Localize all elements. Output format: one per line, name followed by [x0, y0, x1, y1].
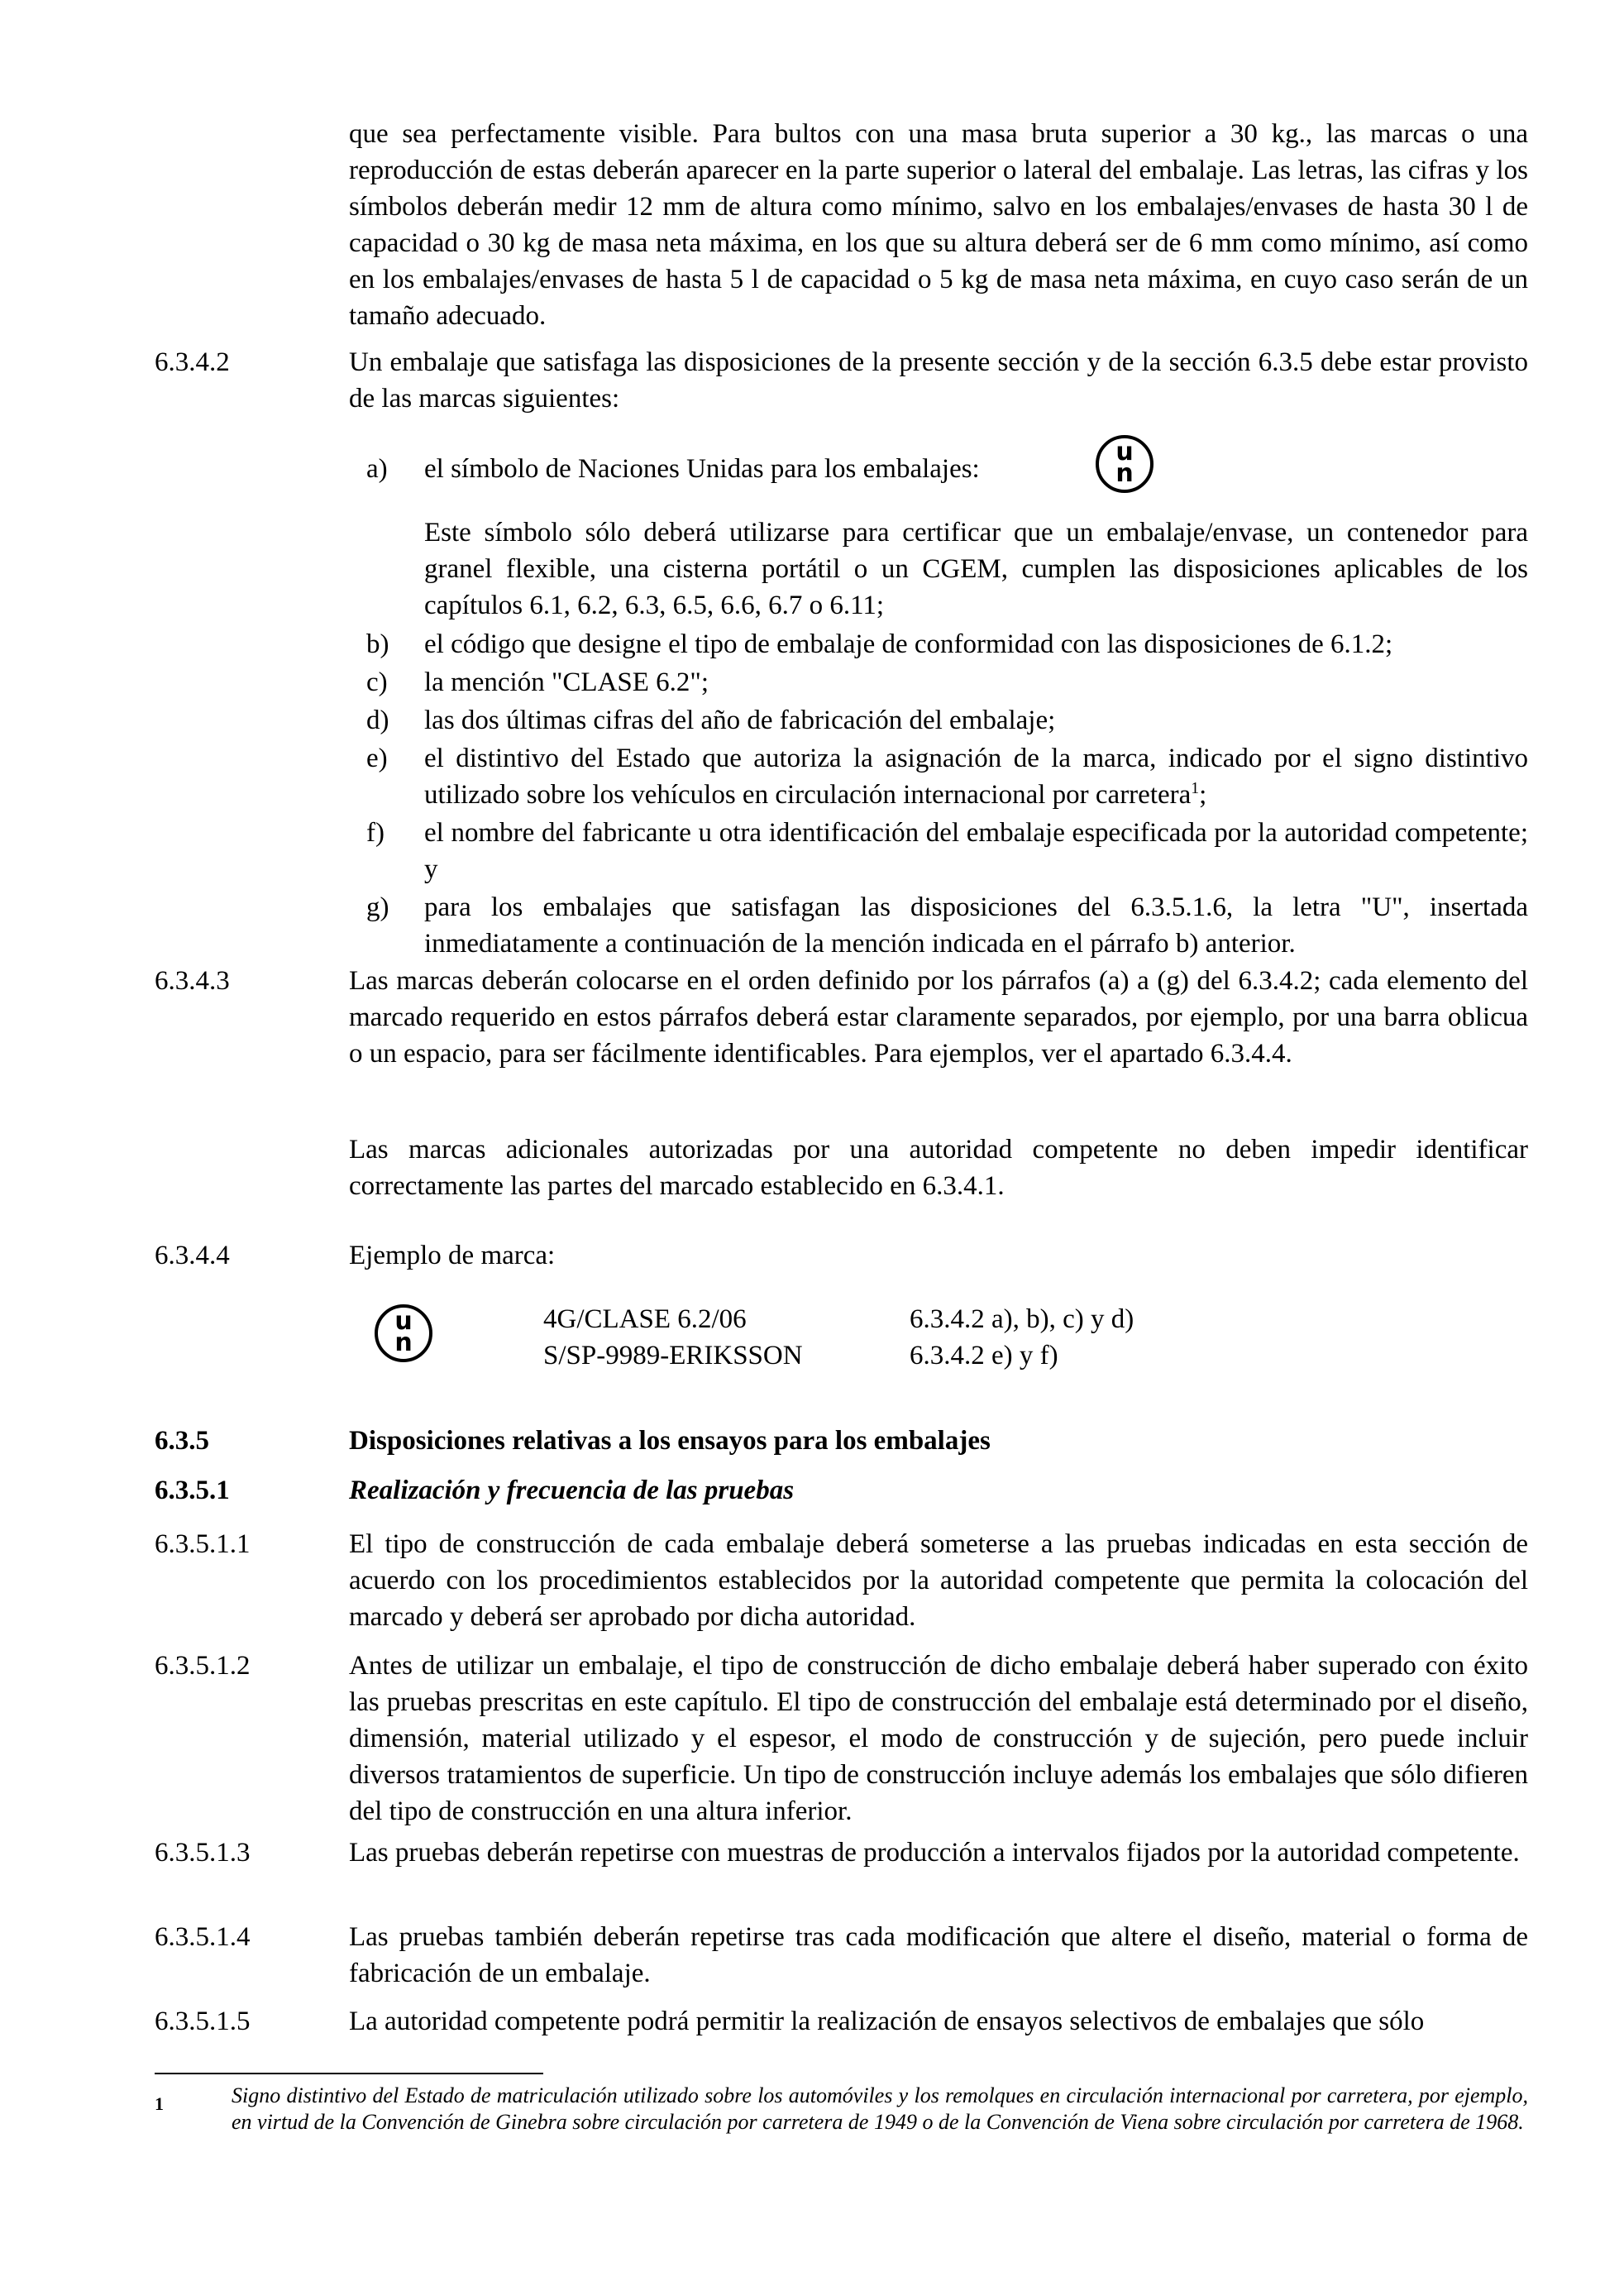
un-symbol-top: u — [394, 1307, 413, 1336]
item-e-label: e) — [366, 744, 388, 773]
section-text-6343-p2: Las marcas adicionales autorizadas por una autoridad competente no deben impedir identificar correctamente las partes del marcado establecido en 6.3.4.1. — [349, 1135, 1528, 1201]
section-title-635: Disposiciones relativas a los ensayos para los embalajes — [349, 1426, 991, 1456]
item-d-label: d) — [366, 706, 389, 735]
section-number-6342: 6.3.4.2 — [155, 347, 230, 377]
item-a-note: Este símbolo sólo deberá utilizarse para certificar que un embalaje/envase, un contenedor para granel flexible, una cisterna portátil o un CGEM, cumplen las disposiciones aplicables de los capítulos 6.1, 6.2, 6.3, 6.5, 6.6, 6.7 o 6.11; — [424, 518, 1528, 620]
sub-number-63513: 6.3.5.1.3 — [155, 1838, 251, 1868]
un-packaging-symbol-example — [375, 1304, 432, 1362]
intro-paragraph: que sea perfectamente visible. Para bultos con una masa bruta superior a 30 kg., las marcas o una reproducción de estas deberán aparecer en la parte superior o lateral del embalaje. Las letras, las cifras y los símbolos deberán medir 12 mm de altura como mínimo, salvo en los embalajes/envases de hasta 30 l de capacidad o 30 kg de masa neta máxima, en los que su altura deberá ser de 6 mm como mínimo, así como en los embalajes/envases de hasta 5 l de capacidad o 5 kg de masa neta máxima, en cuyo caso serán de un tamaño adecuado. — [349, 119, 1528, 331]
item-e-tail: ; — [1199, 780, 1207, 810]
sub-number-63512: 6.3.5.1.2 — [155, 1651, 251, 1681]
example-ref-2: 6.3.4.2 e) y f) — [910, 1341, 1058, 1370]
sub-text-63512: Antes de utilizar un embalaje, el tipo de construcción de dicho embalaje deberá haber superado con éxito las pruebas prescritas en este capítulo. El tipo de construcción del embalaje está determinado por el diseño, dimensión, material utilizado y el espesor, el modo de construcción y de sujeción, pero puede incluir diversos tratamientos de superficie. Un tipo de construcción incluye además los embalajes que sólo difieren del tipo de construcción en una altura inferior. — [349, 1651, 1528, 1826]
item-g-text: para los embalajes que satisfagan las disposiciones del 6.3.5.1.6, la letra "U", insertada inmediatamente a continuación de la mención indicada en el párrafo b) anterior. — [424, 892, 1528, 959]
item-e-body: el distintivo del Estado que autoriza la asignación de la marca, indicado por el signo distintivo utilizado sobre los vehículos en circulación internacional por carretera — [424, 744, 1528, 810]
sub-text-63515: La autoridad competente podrá permitir la realización de ensayos selectivos de embalajes que sólo — [349, 2007, 1425, 2036]
sub-text-63514: Las pruebas también deberán repetirse tras cada modificación que altere el diseño, material o forma de fabricación de un embalaje. — [349, 1922, 1528, 1988]
example-ref-1: 6.3.4.2 a), b), c) y d) — [910, 1304, 1134, 1334]
un-symbol-bottom: n — [1115, 459, 1134, 488]
section-text-6342: Un embalaje que satisfaga las disposiciones de la presente sección y de la sección 6.3.5 debe estar provisto de las marcas siguientes: — [349, 347, 1528, 414]
footnote-text: Signo distintivo del Estado de matriculación utilizado sobre los automóviles y los remolques en circulación internacional por carretera, por ejemplo, en virtud de la Convención de Ginebra sobre circulación por carretera de 1949 o de la Convención de Viena sobre circulación por carretera de 1968. — [232, 2083, 1528, 2134]
example-mark-2: S/SP-9989-ERIKSSON — [543, 1341, 803, 1370]
item-f-label: f) — [366, 818, 385, 848]
footnote-mark: 1 — [155, 2093, 164, 2114]
sub-number-63515: 6.3.5.1.5 — [155, 2007, 251, 2036]
item-c-label: c) — [366, 667, 388, 697]
item-e-text — [424, 740, 1528, 813]
un-packaging-symbol — [1096, 435, 1154, 493]
item-b-text: el código que designe el tipo de embalaje de conformidad con las disposiciones de 6.1.2; — [424, 629, 1393, 659]
item-f-text: el nombre del fabricante u otra identificación del embalaje especificada por la autoridad competente; y — [424, 818, 1528, 884]
sub-text-63511: El tipo de construcción de cada embalaje deberá someterse a las pruebas indicadas en esta sección de acuerdo con los procedimientos establecidos por la autoridad competente que permita la colocación del marcado y deberá ser aprobado por dicha autoridad. — [349, 1529, 1528, 1632]
section-number-6343: 6.3.4.3 — [155, 966, 230, 996]
footnote-ref: 1 — [1191, 779, 1200, 797]
item-g-label: g) — [366, 892, 389, 922]
section-number-6344: 6.3.4.4 — [155, 1241, 230, 1270]
un-symbol-top: u — [1115, 438, 1134, 466]
section-title-6351: Realización y frecuencia de las pruebas — [349, 1476, 795, 1505]
section-number-635: 6.3.5 — [155, 1426, 209, 1456]
item-b-label: b) — [366, 629, 389, 659]
sub-number-63511: 6.3.5.1.1 — [155, 1529, 251, 1559]
sub-text-63513: Las pruebas deberán repetirse con muestras de producción a intervalos fijados por la autoridad competente. — [349, 1838, 1520, 1868]
item-a-label: a) — [366, 454, 388, 484]
item-c-text: la mención "CLASE 6.2"; — [424, 667, 709, 697]
section-text-6343-p1: Las marcas deberán colocarse en el orden definido por los párrafos (a) a (g) del 6.3.4.2; cada elemento del marcado requerido en estos párrafos deberá estar claramente separados, por ejemplo, por una barra oblicua o un espacio, para ser fácilmente identificables. Para ejemplos, ver el apartado 6.3.4.4. — [349, 966, 1528, 1069]
sub-number-63514: 6.3.5.1.4 — [155, 1922, 251, 1952]
item-d-text: las dos últimas cifras del año de fabricación del embalaje; — [424, 706, 1056, 735]
un-symbol-bottom: n — [394, 1328, 413, 1357]
section-number-6351: 6.3.5.1 — [155, 1476, 230, 1505]
item-a-text: el símbolo de Naciones Unidas para los embalajes: — [424, 454, 980, 484]
footnote-rule — [155, 2073, 543, 2074]
section-text-6344: Ejemplo de marca: — [349, 1241, 556, 1270]
example-mark-1: 4G/CLASE 6.2/06 — [543, 1304, 747, 1334]
